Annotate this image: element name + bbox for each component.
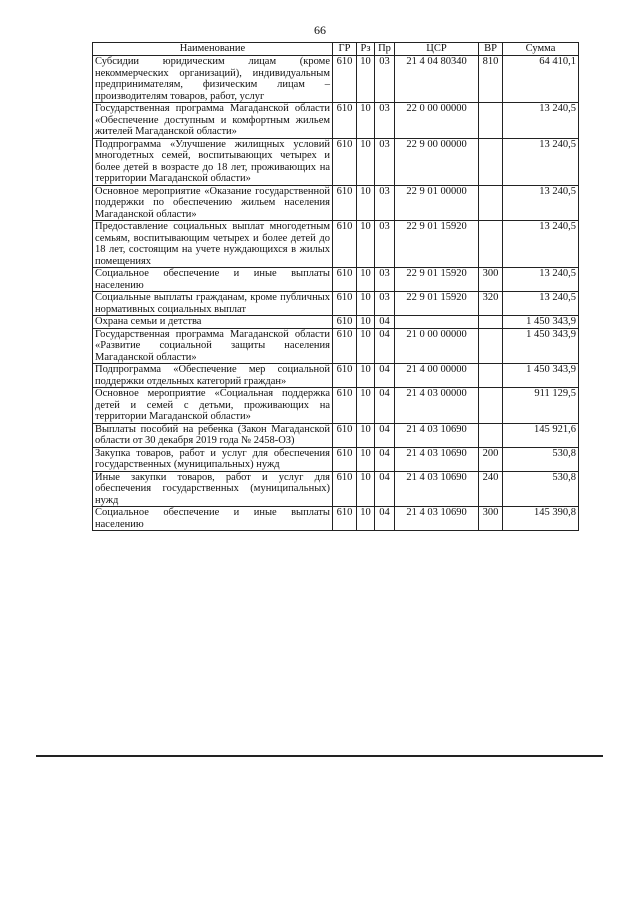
cell-name: Закупка товаров, работ и услуг для обеспечения государственных (муниципальных) нужд [93, 447, 333, 471]
cell-vr: 240 [479, 471, 503, 507]
table-row [93, 56, 579, 103]
cell-csr: 21 4 03 10690 [395, 507, 479, 531]
bottom-divider [36, 755, 603, 757]
cell-rz: 10 [357, 56, 375, 103]
cell-gr: 610 [333, 364, 357, 388]
table-header-row [93, 43, 579, 56]
table-row [93, 328, 579, 364]
cell-sum: 13 240,5 [503, 138, 579, 185]
cell-vr [479, 221, 503, 268]
cell-vr: 300 [479, 268, 503, 292]
cell-rz: 10 [357, 423, 375, 447]
cell-gr: 610 [333, 471, 357, 507]
table-row [93, 221, 579, 268]
cell-sum: 145 921,6 [503, 423, 579, 447]
cell-csr: 22 9 01 15920 [395, 268, 479, 292]
cell-csr: 21 4 03 10690 [395, 471, 479, 507]
cell-pr: 03 [375, 185, 395, 221]
cell-pr: 04 [375, 328, 395, 364]
cell-rz: 10 [357, 268, 375, 292]
cell-csr: 21 4 04 80340 [395, 56, 479, 103]
cell-name: Выплаты пособий на ребенка (Закон Магаданской области от 30 декабря 2019 года № 2458-ОЗ) [93, 423, 333, 447]
table-row [93, 388, 579, 424]
cell-sum: 530,8 [503, 471, 579, 507]
cell-csr: 21 0 00 00000 [395, 328, 479, 364]
cell-sum: 13 240,5 [503, 185, 579, 221]
cell-pr: 03 [375, 268, 395, 292]
header-vr: ВР [479, 43, 503, 56]
header-pr: Пр [375, 43, 395, 56]
cell-vr [479, 103, 503, 139]
cell-pr: 03 [375, 138, 395, 185]
cell-vr: 810 [479, 56, 503, 103]
cell-sum: 13 240,5 [503, 268, 579, 292]
header-gr: ГР [333, 43, 357, 56]
cell-csr [395, 316, 479, 329]
cell-vr [479, 185, 503, 221]
cell-csr: 22 9 01 00000 [395, 185, 479, 221]
cell-sum: 64 410,1 [503, 56, 579, 103]
cell-name: Подпрограмма «Улучшение жилищных условий многодетных семей, воспитывающих четырех и более детей в возрасте до 18 лет, проживающих на территории Магаданской области» [93, 138, 333, 185]
table-row [93, 447, 579, 471]
cell-sum: 13 240,5 [503, 221, 579, 268]
cell-vr: 200 [479, 447, 503, 471]
cell-name: Социальное обеспечение и иные выплаты населению [93, 507, 333, 531]
cell-sum: 13 240,5 [503, 103, 579, 139]
cell-vr: 300 [479, 507, 503, 531]
cell-pr: 03 [375, 221, 395, 268]
cell-gr: 610 [333, 316, 357, 329]
cell-vr: 320 [479, 292, 503, 316]
cell-pr: 04 [375, 447, 395, 471]
cell-csr: 22 9 01 15920 [395, 292, 479, 316]
cell-gr: 610 [333, 138, 357, 185]
cell-gr: 610 [333, 328, 357, 364]
cell-pr: 04 [375, 471, 395, 507]
table-row [93, 138, 579, 185]
header-name: Наименование [93, 43, 333, 56]
cell-csr: 21 4 00 00000 [395, 364, 479, 388]
cell-gr: 610 [333, 292, 357, 316]
cell-name: Иные закупки товаров, работ и услуг для обеспечения государственных (муниципальных) нужд [93, 471, 333, 507]
cell-pr: 04 [375, 388, 395, 424]
cell-sum: 1 450 343,9 [503, 364, 579, 388]
header-rz: Рз [357, 43, 375, 56]
table-row [93, 103, 579, 139]
cell-rz: 10 [357, 103, 375, 139]
table-row [93, 292, 579, 316]
cell-vr [479, 316, 503, 329]
cell-csr: 21 4 03 10690 [395, 423, 479, 447]
cell-name: Подпрограмма «Обеспечение мер социальной поддержки отдельных категорий граждан» [93, 364, 333, 388]
cell-name: Социальное обеспечение и иные выплаты населению [93, 268, 333, 292]
cell-csr: 22 0 00 00000 [395, 103, 479, 139]
header-sum: Сумма [503, 43, 579, 56]
cell-sum: 911 129,5 [503, 388, 579, 424]
cell-vr [479, 388, 503, 424]
cell-name: Основное мероприятие «Социальная поддержка детей и семей с детьми, проживающих на территории Магаданской области» [93, 388, 333, 424]
cell-sum: 13 240,5 [503, 292, 579, 316]
cell-gr: 610 [333, 268, 357, 292]
cell-pr: 04 [375, 423, 395, 447]
cell-vr [479, 138, 503, 185]
cell-pr: 03 [375, 292, 395, 316]
cell-vr [479, 364, 503, 388]
cell-gr: 610 [333, 56, 357, 103]
cell-sum: 1 450 343,9 [503, 316, 579, 329]
cell-rz: 10 [357, 471, 375, 507]
cell-pr: 03 [375, 103, 395, 139]
cell-name: Субсидии юридическим лицам (кроме некоммерческих организаций), индивидуальным предпринимателям, физическим лицам – производителям товаров, работ, услуг [93, 56, 333, 103]
cell-name: Охрана семьи и детства [93, 316, 333, 329]
cell-rz: 10 [357, 221, 375, 268]
cell-sum: 530,8 [503, 447, 579, 471]
cell-csr: 22 9 00 00000 [395, 138, 479, 185]
cell-vr [479, 423, 503, 447]
cell-rz: 10 [357, 138, 375, 185]
cell-rz: 10 [357, 507, 375, 531]
cell-name: Государственная программа Магаданской области «Развитие социальной защиты населения Магаданской области» [93, 328, 333, 364]
table-row [93, 316, 579, 329]
cell-rz: 10 [357, 447, 375, 471]
cell-sum: 145 390,8 [503, 507, 579, 531]
cell-csr: 21 4 03 10690 [395, 447, 479, 471]
cell-gr: 610 [333, 423, 357, 447]
cell-pr: 04 [375, 507, 395, 531]
cell-gr: 610 [333, 447, 357, 471]
cell-name: Государственная программа Магаданской области «Обеспечение доступным и комфортным жильем жителей Магаданской области» [93, 103, 333, 139]
header-csr: ЦСР [395, 43, 479, 56]
table-row [93, 507, 579, 531]
cell-gr: 610 [333, 221, 357, 268]
cell-csr: 22 9 01 15920 [395, 221, 479, 268]
cell-csr: 21 4 03 00000 [395, 388, 479, 424]
cell-sum: 1 450 343,9 [503, 328, 579, 364]
table-row [93, 185, 579, 221]
cell-rz: 10 [357, 292, 375, 316]
cell-pr: 03 [375, 56, 395, 103]
cell-rz: 10 [357, 388, 375, 424]
cell-pr: 04 [375, 316, 395, 329]
cell-gr: 610 [333, 185, 357, 221]
cell-gr: 610 [333, 103, 357, 139]
cell-vr [479, 328, 503, 364]
cell-rz: 10 [357, 185, 375, 221]
budget-table [92, 42, 579, 531]
cell-rz: 10 [357, 328, 375, 364]
cell-gr: 610 [333, 388, 357, 424]
table-row [93, 423, 579, 447]
table-row [93, 471, 579, 507]
cell-pr: 04 [375, 364, 395, 388]
cell-name: Предоставление социальных выплат многодетным семьям, воспитывающим четырех и более детей до 18 лет, состоящим на учете нуждающихся в жилых помещениях [93, 221, 333, 268]
table-row [93, 364, 579, 388]
cell-name: Основное мероприятие «Оказание государственной поддержки по обеспечению жильем населения Магаданской области» [93, 185, 333, 221]
table-row [93, 268, 579, 292]
cell-gr: 610 [333, 507, 357, 531]
cell-name: Социальные выплаты гражданам, кроме публичных нормативных социальных выплат [93, 292, 333, 316]
cell-rz: 10 [357, 316, 375, 329]
cell-rz: 10 [357, 364, 375, 388]
page-number: 66 [314, 23, 326, 37]
